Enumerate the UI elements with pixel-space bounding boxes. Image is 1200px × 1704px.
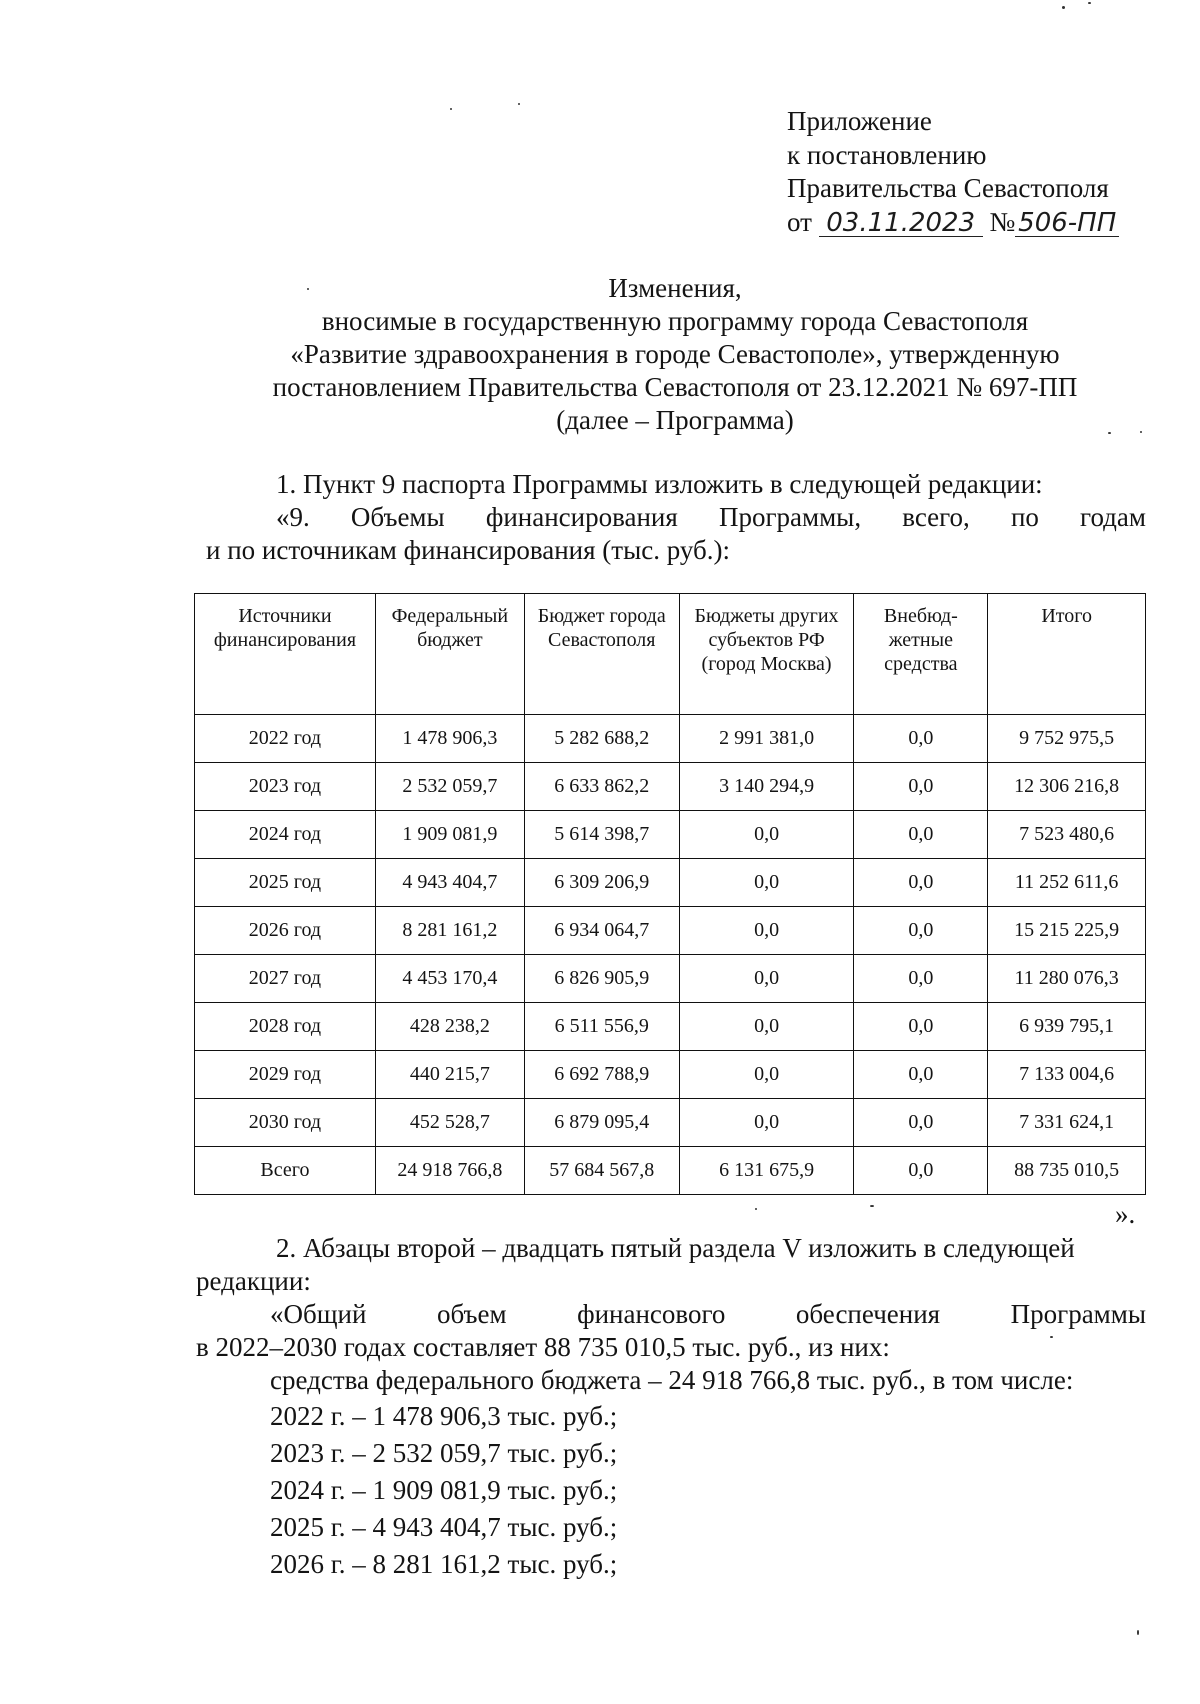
title-line: вносимые в государственную программу города Севастополя <box>321 306 1029 336</box>
value-cell: 0,0 <box>854 811 988 859</box>
scan-speck <box>1088 2 1091 4</box>
number-prefix: № <box>989 206 1016 237</box>
table-row <box>195 955 1146 1003</box>
value-cell: 7 331 624,1 <box>988 1099 1146 1147</box>
appendix-header <box>787 105 1119 239</box>
value-cell: 0,0 <box>679 955 854 1003</box>
value-cell: 6 633 862,2 <box>524 763 679 811</box>
title-line: (далее – Программа) <box>556 405 794 435</box>
financing-table <box>194 593 1146 1195</box>
appendix-date-line <box>787 206 1119 240</box>
year-line: 2025 г. – 4 943 404,7 тыс. руб.; <box>270 1512 618 1542</box>
value-cell: 11 280 076,3 <box>988 955 1146 1003</box>
header-cell: Бюджет города Севастополя <box>524 594 679 715</box>
year-line: 2022 г. – 1 478 906,3 тыс. руб.; <box>270 1401 618 1431</box>
title-line: «Развитие здравоохранения в городе Севастополе», утвержденную <box>290 339 1060 369</box>
value-cell: 7 133 004,6 <box>988 1051 1146 1099</box>
value-cell: 6 309 206,9 <box>524 859 679 907</box>
table-header-row <box>195 594 1146 715</box>
scan-speck <box>307 288 309 290</box>
scan-speck <box>755 1208 757 1210</box>
value-cell: 428 238,2 <box>375 1003 524 1051</box>
scan-speck <box>1140 431 1142 433</box>
row-label-cell: 2029 год <box>195 1051 376 1099</box>
value-cell: 6 131 675,9 <box>679 1147 854 1195</box>
row-label-cell: 2028 год <box>195 1003 376 1051</box>
value-cell: 5 614 398,7 <box>524 811 679 859</box>
table-row <box>195 811 1146 859</box>
value-cell: 0,0 <box>679 1051 854 1099</box>
table-row <box>195 715 1146 763</box>
row-label-cell: 2022 год <box>195 715 376 763</box>
value-cell: 0,0 <box>854 955 988 1003</box>
date-field <box>819 209 983 237</box>
value-cell: 0,0 <box>679 1003 854 1051</box>
row-label-cell: 2030 год <box>195 1099 376 1147</box>
table-row <box>195 907 1146 955</box>
row-label-cell: 2024 год <box>195 811 376 859</box>
value-cell: 2 532 059,7 <box>375 763 524 811</box>
handwritten-number: 506-ПП <box>1018 207 1117 238</box>
item1-line1: «9. Объемы финансирования Программы, всего, по годам <box>276 502 1146 532</box>
closing-quote: ». <box>1115 1199 1136 1229</box>
header-cell: Источники финансирования <box>195 594 376 715</box>
value-cell: 5 282 688,2 <box>524 715 679 763</box>
value-cell: 8 281 161,2 <box>375 907 524 955</box>
scan-speck <box>1137 1630 1139 1635</box>
value-cell: 6 511 556,9 <box>524 1003 679 1051</box>
value-cell: 0,0 <box>854 1147 988 1195</box>
value-cell: 0,0 <box>679 811 854 859</box>
value-cell: 0,0 <box>679 859 854 907</box>
value-cell: 6 939 795,1 <box>988 1003 1146 1051</box>
item2-line1: 2. Абзацы второй – двадцать пятый раздела V изложить в следующей <box>276 1233 1075 1263</box>
value-cell: 6 934 064,7 <box>524 907 679 955</box>
scan-speck <box>870 1205 874 1207</box>
item2-line2: редакции: <box>196 1266 311 1296</box>
table-row <box>195 763 1146 811</box>
value-cell: 12 306 216,8 <box>988 763 1146 811</box>
value-cell: 2 991 381,0 <box>679 715 854 763</box>
value-cell: 0,0 <box>854 1003 988 1051</box>
item2-line3: «Общий объем финансового обеспечения Программы <box>270 1299 1146 1329</box>
value-cell: 4 453 170,4 <box>375 955 524 1003</box>
table-row <box>195 1147 1146 1195</box>
scan-speck <box>1108 432 1111 434</box>
value-cell: 1 909 081,9 <box>375 811 524 859</box>
table-row <box>195 1003 1146 1051</box>
year-line: 2023 г. – 2 532 059,7 тыс. руб.; <box>270 1438 618 1468</box>
row-label-cell: Всего <box>195 1147 376 1195</box>
header-cell: Бюджеты других субъектов РФ (город Москва) <box>679 594 854 715</box>
value-cell: 88 735 010,5 <box>988 1147 1146 1195</box>
value-cell: 6 692 788,9 <box>524 1051 679 1099</box>
scan-speck <box>518 103 520 105</box>
header-cell: Итого <box>988 594 1146 715</box>
appendix-line: Правительства Севастополя <box>787 173 1109 203</box>
item2-line4: в 2022–2030 годах составляет 88 735 010,5 тыс. руб., из них: <box>196 1332 890 1362</box>
value-cell: 440 215,7 <box>375 1051 524 1099</box>
value-cell: 0,0 <box>679 1099 854 1147</box>
table-row <box>195 1099 1146 1147</box>
value-cell: 0,0 <box>854 763 988 811</box>
value-cell: 15 215 225,9 <box>988 907 1146 955</box>
value-cell: 11 252 611,6 <box>988 859 1146 907</box>
item1-heading: 1. Пункт 9 паспорта Программы изложить в следующей редакции: <box>276 469 1043 499</box>
value-cell: 0,0 <box>854 859 988 907</box>
row-label-cell: 2027 год <box>195 955 376 1003</box>
year-line: 2026 г. – 8 281 161,2 тыс. руб.; <box>270 1549 618 1579</box>
value-cell: 0,0 <box>854 715 988 763</box>
handwritten-date: 03.11.2023 <box>826 207 976 238</box>
header-cell: Федеральный бюджет <box>375 594 524 715</box>
title-line: Изменения, <box>608 273 742 303</box>
value-cell: 452 528,7 <box>375 1099 524 1147</box>
value-cell: 3 140 294,9 <box>679 763 854 811</box>
appendix-line: к постановлению <box>787 139 987 170</box>
value-cell: 0,0 <box>854 1099 988 1147</box>
value-cell: 24 918 766,8 <box>375 1147 524 1195</box>
row-label-cell: 2023 год <box>195 763 376 811</box>
value-cell: 57 684 567,8 <box>524 1147 679 1195</box>
header-cell: Внебюд-жетные средства <box>854 594 988 715</box>
value-cell: 9 752 975,5 <box>988 715 1146 763</box>
value-cell: 1 478 906,3 <box>375 715 524 763</box>
value-cell: 0,0 <box>854 1051 988 1099</box>
table-row <box>195 859 1146 907</box>
year-line: 2024 г. – 1 909 081,9 тыс. руб.; <box>270 1475 618 1505</box>
item2-line5: средства федерального бюджета – 24 918 766,8 тыс. руб., в том числе: <box>270 1365 1074 1395</box>
value-cell: 7 523 480,6 <box>988 811 1146 859</box>
value-cell: 6 826 905,9 <box>524 955 679 1003</box>
value-cell: 0,0 <box>854 907 988 955</box>
number-field <box>1015 209 1119 237</box>
title-line: постановлением Правительства Севастополя от 23.12.2021 № 697-ПП <box>272 372 1078 402</box>
scan-speck <box>1062 6 1065 9</box>
date-prefix: от <box>787 206 812 237</box>
table-body <box>195 715 1146 1195</box>
table-row <box>195 1051 1146 1099</box>
value-cell: 4 943 404,7 <box>375 859 524 907</box>
item1-line2: и по источникам финансирования (тыс. руб.): <box>206 535 730 565</box>
scan-speck <box>450 108 452 110</box>
appendix-line: Приложение <box>787 106 932 136</box>
document-title <box>170 272 1180 437</box>
row-label-cell: 2025 год <box>195 859 376 907</box>
scan-speck <box>1050 1336 1053 1338</box>
value-cell: 6 879 095,4 <box>524 1099 679 1147</box>
row-label-cell: 2026 год <box>195 907 376 955</box>
value-cell: 0,0 <box>679 907 854 955</box>
